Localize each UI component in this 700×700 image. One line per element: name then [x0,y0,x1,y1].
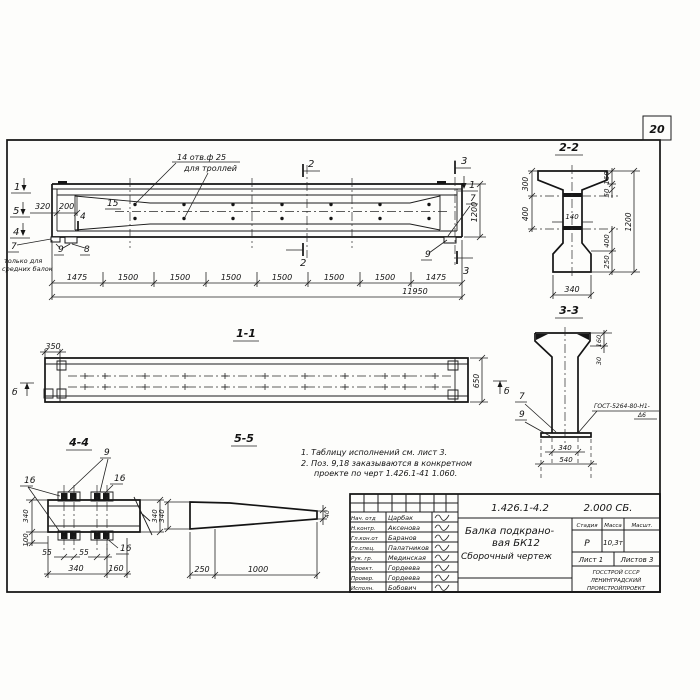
pos-7-left: 7 [11,242,17,252]
drawing-title-3: Сборочный чертеж [461,552,553,562]
stamp-mass: 10,3т [603,539,623,547]
section-2-2-label: 2-2 [559,141,579,154]
svg-text:Проект.: Проект. [351,566,374,572]
svg-text:1500: 1500 [169,273,191,282]
svg-text:55: 55 [79,548,89,557]
stamp-org-2: ЛЕНИНГРАДСКИЙ [590,578,642,584]
svg-text:Аксенова: Аксенова [388,524,420,532]
svg-text:55: 55 [42,548,52,557]
pos-8: 8 [84,245,90,255]
svg-text:2: 2 [300,258,307,269]
note-only1: только для [4,257,43,265]
title-block [350,494,660,592]
svg-text:540: 540 [559,456,573,464]
svg-text:1500: 1500 [220,273,242,282]
svg-text:Царбак: Царбак [388,514,414,522]
svg-text:350: 350 [45,342,61,351]
svg-text:Палатников: Палатников [388,544,430,552]
svg-text:Бобович: Бобович [388,584,417,592]
svg-text:1000: 1000 [247,565,269,574]
svg-text:1475: 1475 [425,273,447,282]
cut-mark-4-left: 4 [13,227,20,238]
svg-text:340: 340 [558,444,572,452]
section-5-5-label: 5-5 [234,432,254,445]
svg-text:16: 16 [114,474,126,484]
svg-text:Гордеева: Гордеева [388,574,421,582]
svg-text:400: 400 [603,234,611,248]
pos-9-right: 9 [425,250,431,260]
svg-text:2: 2 [308,159,315,170]
sheet-number: 20 [649,123,665,136]
svg-text:1500: 1500 [323,273,345,282]
notes [301,448,472,478]
svg-text:б: б [504,387,510,397]
svg-text:340: 340 [22,509,30,523]
svg-text:160: 160 [108,564,124,573]
bottom-dim-chain [49,240,465,300]
dim-320: 320 [35,202,51,211]
stamp-roles [351,514,449,592]
pos-9-left: 9 [58,245,64,255]
note-2-cont: проекте по черт 1.426.1-41 1.060. [314,469,458,478]
svg-text:Провер.: Провер. [351,576,374,582]
svg-text:250: 250 [603,255,611,269]
svg-text:250: 250 [194,565,210,574]
svg-text:1500: 1500 [374,273,396,282]
doc-code: 2.000 СБ. [583,503,633,514]
doc-number: 1.426.1-4.2 [491,503,549,514]
view-1-1 [12,327,488,405]
svg-text:Нач. отд: Нач. отд [351,516,376,522]
svg-text:40: 40 [324,510,331,518]
dim-total: 11950 [402,287,428,296]
section-4-4 [20,436,164,578]
svg-text:300: 300 [521,176,530,192]
svg-text:4: 4 [80,212,86,222]
sheet-frame [7,116,671,592]
pos-7-right: 7 [470,194,476,204]
svg-text:16: 16 [24,476,36,486]
svg-text:1500: 1500 [271,273,293,282]
svg-text:Гл.спец.: Гл.спец. [351,546,375,552]
svg-text:Масса: Масса [604,523,622,529]
stamp-sheet: Лист 1 [578,556,604,564]
svg-text:9: 9 [104,448,110,458]
svg-text:Н.контр.: Н.контр. [351,526,376,532]
svg-text:3: 3 [461,156,468,167]
svg-text:Баранов: Баранов [388,534,417,542]
svg-text:3: 3 [463,266,470,277]
svg-text:7: 7 [519,392,525,402]
pos-15: 15 [107,199,119,209]
note-1: 1. Таблицу исполнений см. лист 3. [301,448,448,457]
svg-text:Масшт.: Масшт. [631,523,653,529]
main-elevation-view [2,153,486,300]
svg-text:100: 100 [22,533,30,547]
section-3-3-label: 3-3 [559,304,579,317]
svg-text:160: 160 [603,171,611,185]
svg-text:Гордеева: Гордеева [388,564,421,572]
section-4-4-label: 4-4 [69,436,89,449]
svg-text:340: 340 [158,509,166,523]
note-only2: средних балок [2,265,53,273]
hole-note-line2: для троллей [184,164,237,173]
svg-text:Гл.кон.от: Гл.кон.от [351,536,378,542]
svg-text:140: 140 [565,213,579,221]
note-2: 2. Поз. 9,18 заказываются в конкретном [301,459,472,468]
view-1-1-label: 1-1 [236,327,256,340]
dim-1200: 1200 [470,201,479,223]
svg-text:160: 160 [595,334,603,348]
cut-mark-5: 5 [13,206,20,217]
weld-note-2: Δ6 [638,412,646,419]
svg-text:50: 50 [603,188,611,198]
svg-text:Рук. гр.: Рук. гр. [351,556,373,562]
cut-marks-left [10,178,31,238]
drawing-title-2: вая БК12 [492,538,540,549]
stamp-org-3: ПРОМСТРОЙПРОЕКТ [586,586,646,592]
svg-text:Исполн.: Исполн. [351,586,374,592]
stamp-org-1: ГОССТРОЙ СССР [592,570,640,576]
svg-text:1: 1 [469,180,476,191]
dim-200: 200 [59,202,75,211]
svg-text:1475: 1475 [66,273,88,282]
svg-text:400: 400 [521,206,530,222]
stamp-stage: Р [584,539,590,549]
svg-text:340: 340 [564,285,580,294]
svg-text:340: 340 [151,509,159,523]
svg-text:1200: 1200 [624,212,633,232]
svg-text:30: 30 [595,356,603,366]
weld-note: ГОСТ-5264-80-Н1- [594,403,650,410]
svg-text:9: 9 [519,410,525,420]
cut-mark-1-left: 1 [14,182,21,193]
svg-text:1500: 1500 [117,273,139,282]
svg-text:650: 650 [472,373,481,389]
svg-text:Мединская: Мединская [388,554,426,562]
svg-text:Стадия: Стадия [576,523,598,529]
svg-text:б: б [12,388,18,398]
section-2-2 [521,141,640,318]
hole-note-line1: 14 отв.ф 25 [177,153,227,162]
section-3-3 [493,327,659,478]
svg-text:16: 16 [120,544,132,554]
drawing-title-1: Балка подкрано- [465,526,555,537]
stamp-sheets: Листов 3 [620,556,654,564]
svg-text:340: 340 [68,564,84,573]
